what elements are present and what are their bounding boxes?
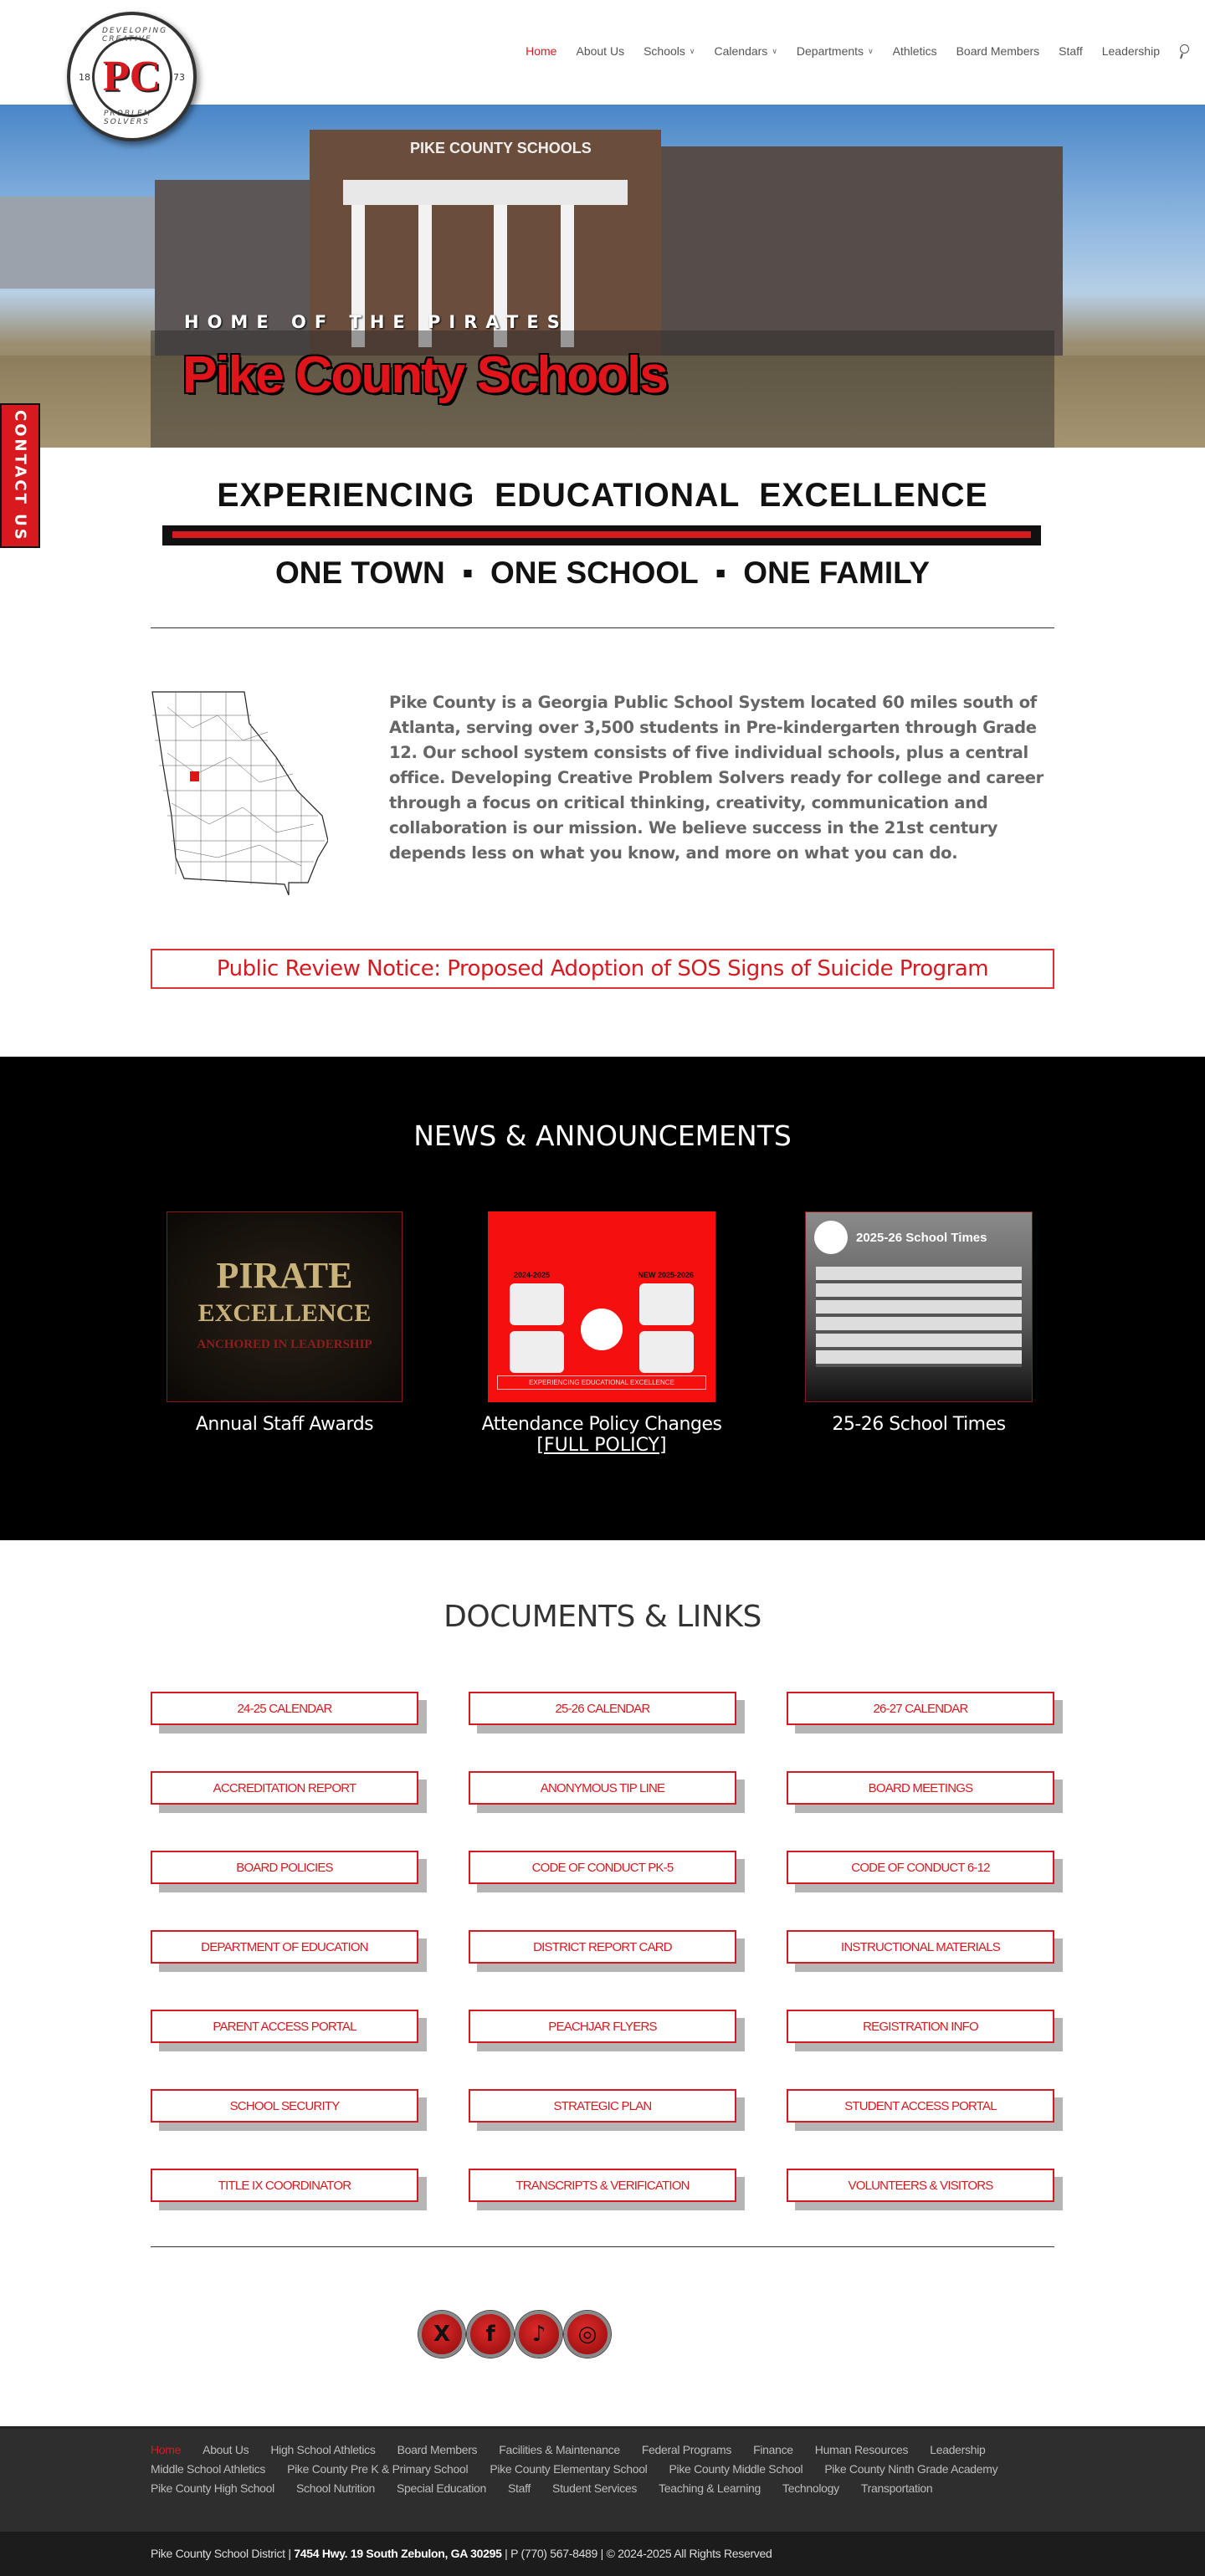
staff-awards-image[interactable] [167, 1211, 403, 1402]
tagline-motto: ONE TOWN ▪ ONE SCHOOL ▪ ONE FAMILY [274, 556, 931, 590]
doc-link-button[interactable]: 24-25 CALENDAR [151, 1692, 418, 1725]
x-icon[interactable]: X [418, 2311, 465, 2358]
doc-link-button[interactable]: TRANSCRIPTS & VERIFICATION [469, 2169, 736, 2202]
footer-link[interactable]: Finance [753, 2443, 793, 2456]
image-text: EXCELLENCE [197, 1299, 372, 1327]
nav-label: Home [526, 44, 557, 58]
nav-label: Board Members [956, 44, 1040, 58]
nav-label: Calendars [714, 44, 768, 58]
footer-bottom-bar: Pike County School District | 7454 Hwy. 19 South Zebulon, GA 30295 | P (770) 567-8489 | © 2024-2025 All Rights Reserved [0, 2532, 1205, 2576]
district-name: Pike County School District [151, 2547, 285, 2560]
doc-link-button[interactable]: ANONYMOUS TIP LINE [469, 1771, 736, 1805]
district-phone[interactable]: P (770) 567-8489 [510, 2547, 598, 2560]
copyright: © 2024-2025 All Rights Reserved [606, 2547, 772, 2560]
footer-link[interactable]: Pike County Ninth Grade Academy [824, 2462, 998, 2476]
hero-kicker: HOME OF THE PIRATES [184, 312, 568, 332]
doc-link-button[interactable]: BOARD MEETINGS [787, 1771, 1054, 1805]
footer-link[interactable]: Pike County Middle School [669, 2462, 803, 2476]
footer-link[interactable]: High School Athletics [270, 2443, 376, 2456]
footer-link[interactable]: Special Education [397, 2481, 486, 2495]
full-policy-link[interactable]: [FULL POLICY] [536, 1435, 667, 1456]
footer-link[interactable]: Human Resources [814, 2443, 909, 2456]
hero-banner [0, 105, 1205, 448]
documents-heading: DOCUMENTS & LINKS [444, 1600, 761, 1634]
doc-link-button[interactable]: DEPARTMENT OF EDUCATION [151, 1930, 418, 1964]
nav-item-home[interactable] [526, 44, 556, 58]
footer-link[interactable]: Transportation [860, 2481, 933, 2495]
contact-us-label: CONTACT US [11, 409, 29, 542]
doc-link-button[interactable]: SCHOOL SECURITY [151, 2089, 418, 2123]
footer-link[interactable]: School Nutrition [295, 2481, 375, 2495]
doc-link-button[interactable]: BOARD POLICIES [151, 1851, 418, 1884]
doc-link-button[interactable]: 25-26 CALENDAR [469, 1692, 736, 1725]
footer-link[interactable]: Board Members [397, 2443, 478, 2456]
doc-link-button[interactable]: TITLE IX COORDINATOR [151, 2169, 418, 2202]
footer-link[interactable]: Middle School Athletics [151, 2462, 266, 2476]
footer-nav [0, 2426, 1205, 2532]
image-text: 2025-26 School Times [856, 1231, 987, 1245]
search-icon[interactable] [1178, 44, 1190, 59]
footer-link[interactable]: Pike County High School [151, 2481, 274, 2495]
doc-link-button[interactable]: CODE OF CONDUCT 6-12 [787, 1851, 1054, 1884]
image-text: 2024-2025 [514, 1271, 551, 1279]
nav-item-leadership[interactable] [1102, 44, 1160, 58]
image-text: NEW 2025-2026 [638, 1271, 694, 1279]
nav-label: Departments [796, 44, 864, 58]
nav-label: Schools [644, 44, 685, 58]
tiktok-icon[interactable]: ♪ [515, 2311, 562, 2358]
nav-item-departments[interactable] [797, 44, 874, 58]
nav-item-board-members[interactable] [956, 44, 1040, 58]
chevron-down-icon: ∨ [868, 46, 874, 55]
divider [151, 2246, 1054, 2247]
footer-link[interactable]: Pike County Elementary School [490, 2462, 648, 2476]
doc-link-button[interactable]: DISTRICT REPORT CARD [469, 1930, 736, 1964]
main-nav [506, 44, 1190, 59]
social-links [418, 2311, 611, 2358]
facebook-icon[interactable]: f [467, 2311, 514, 2358]
nav-item-schools[interactable] [644, 44, 695, 58]
divider [151, 627, 1054, 628]
tagline-divider-bar [162, 525, 1041, 545]
about-paragraph: Pike County is a Georgia Public School System located 60 miles south of Atlanta, serving over 3,500 students in Pre-kindergarten through Grade 12. Our school system consists of five individual schools, plus a central office. Developing Creative Problem Solvers ready for college and career through a focus on critical thinking, creativity, communication and collaboration is our mission. We believe success in the 21st century depends less on what you know, and more on what you can do. [389, 693, 1043, 863]
doc-link-button[interactable]: ACCREDITATION REPORT [151, 1771, 418, 1805]
footer-link[interactable]: Technology [782, 2481, 839, 2495]
site-header [0, 0, 1205, 126]
doc-link-button[interactable]: CODE OF CONDUCT PK-5 [469, 1851, 736, 1884]
news-heading: NEWS & ANNOUNCEMENTS [413, 1119, 792, 1152]
nav-label: Leadership [1101, 44, 1160, 58]
chevron-down-icon: ∨ [689, 46, 695, 55]
contact-us-tab[interactable] [0, 403, 40, 548]
pike-county-marker [190, 771, 199, 781]
news-card-attendance-policy[interactable] [476, 1211, 727, 1456]
logo-monogram: PC [92, 37, 172, 117]
logo-year-right: 73 [173, 72, 185, 83]
logo-top-text: DEVELOPING CREATIVE [102, 27, 168, 44]
doc-link-button[interactable]: VOLUNTEERS & VISITORS [787, 2169, 1054, 2202]
footer-link[interactable]: Pike County Pre K & Primary School [287, 2462, 469, 2476]
doc-link-button[interactable]: STUDENT ACCESS PORTAL [787, 2089, 1054, 2123]
image-text: EXPERIENCING EDUCATIONAL EXCELLENCE [497, 1375, 706, 1390]
doc-link-button[interactable]: INSTRUCTIONAL MATERIALS [787, 1930, 1054, 1964]
district-logo[interactable] [67, 12, 197, 141]
nav-item-athletics[interactable] [893, 44, 937, 58]
footer-link[interactable]: Facilities & Maintenance [499, 2443, 620, 2456]
footer-link[interactable]: Staff [507, 2481, 531, 2495]
footer-link[interactable]: Leadership [930, 2443, 986, 2456]
footer-link[interactable]: Home [151, 2443, 182, 2456]
footer-link[interactable]: About Us [203, 2443, 249, 2456]
district-address: 7454 Hwy. 19 South Zebulon, GA 30295 [294, 2547, 502, 2560]
footer-link[interactable]: Student Services [552, 2481, 638, 2495]
image-text: PIRATE [216, 1255, 353, 1296]
nav-item-calendars[interactable] [714, 44, 777, 58]
news-caption[interactable]: Annual Staff Awards [195, 1414, 374, 1435]
doc-link-button[interactable]: REGISTRATION INFO [787, 2010, 1054, 2043]
logo-bottom-text: PROBLEM SOLVERS [104, 110, 152, 126]
nav-label: About Us [576, 44, 625, 58]
footer-link[interactable]: Federal Programs [641, 2443, 732, 2456]
doc-link-button[interactable]: 26-27 CALENDAR [787, 1692, 1054, 1725]
chevron-down-icon: ∨ [772, 46, 777, 55]
news-section [0, 1057, 1205, 1540]
news-card-school-times[interactable] [793, 1211, 1044, 1435]
attendance-policy-image[interactable] [488, 1211, 715, 1402]
nav-label: Staff [1059, 44, 1083, 58]
georgia-county-map [151, 690, 328, 895]
news-card-staff-awards[interactable] [159, 1211, 410, 1435]
public-review-notice-button[interactable]: Public Review Notice: Proposed Adoption of SOS Signs of Suicide Program [151, 949, 1054, 989]
news-caption[interactable]: 25-26 School Times [832, 1414, 1006, 1435]
image-text: ANCHORED IN LEADERSHIP [197, 1338, 372, 1351]
nav-item-about-us[interactable] [576, 44, 624, 58]
doc-link-button[interactable]: PEACHJAR FLYERS [469, 2010, 736, 2043]
footer-link[interactable]: Teaching & Learning [659, 2481, 761, 2495]
logo-year-left: 18 [79, 72, 90, 83]
hero-title: Pike County Schools [182, 346, 667, 404]
hero-sign: PIKE COUNTY SCHOOLS [410, 140, 592, 156]
nav-label: Athletics [892, 44, 937, 58]
instagram-icon[interactable]: ◎ [564, 2311, 611, 2358]
doc-link-button[interactable]: PARENT ACCESS PORTAL [151, 2010, 418, 2043]
nav-item-staff[interactable] [1059, 44, 1083, 58]
news-caption[interactable]: Attendance Policy Changes [481, 1414, 722, 1435]
doc-link-button[interactable]: STRATEGIC PLAN [469, 2089, 736, 2123]
school-times-image[interactable] [805, 1211, 1033, 1402]
tagline-heading: EXPERIENCING EDUCATIONAL EXCELLENCE [217, 477, 988, 514]
